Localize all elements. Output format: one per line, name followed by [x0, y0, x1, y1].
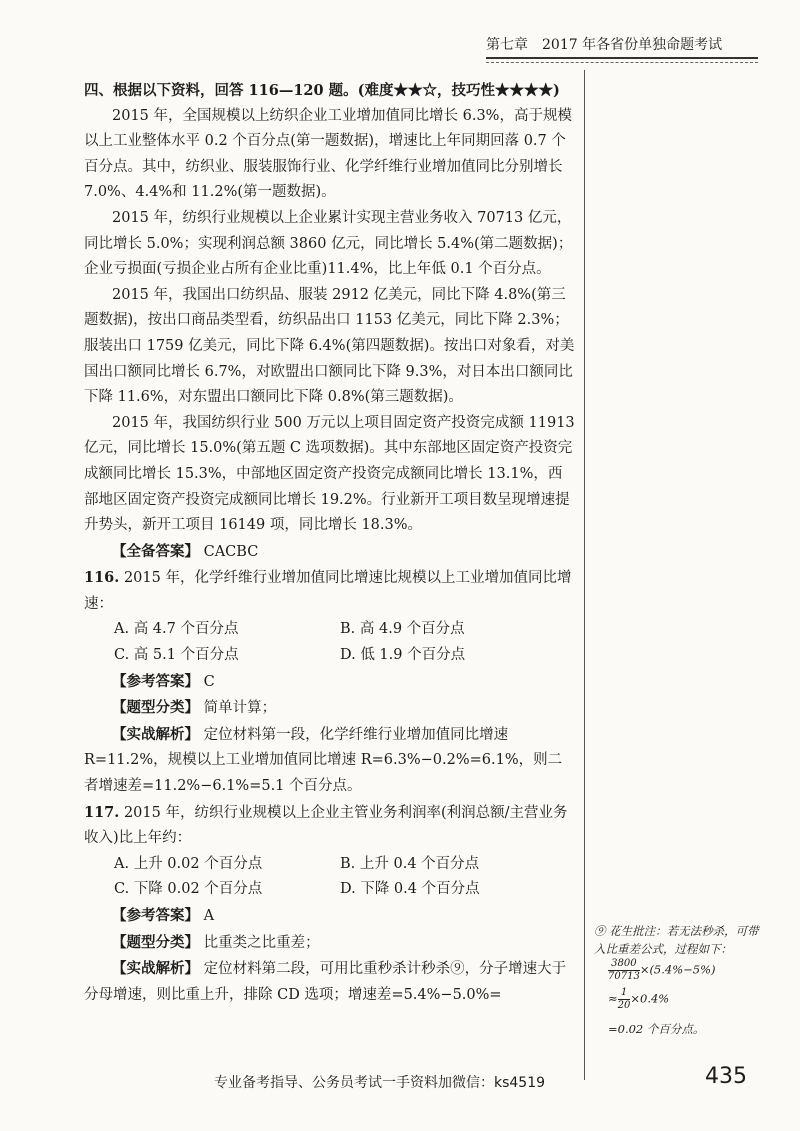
fraction [608, 958, 640, 983]
material-paragraph-4: 2015 年，我国纺织行业 500 万元以上项目固定资产投资完成额 11913 亿元，同比增长 15.0%(第五题 C 选项数据)。其中东部地区固定资产投资完成额同比增长 15.3%，中部地区固定资产投资完成额同比增长 13.1%，西部地区固定资产投资完成额同比增长 19.2%。行业新开工项目数呈现增速提升势头，新开工项目 16149 项，同比增长 18.3%。 [84, 414, 575, 534]
option-b: B. 上升 0.4 个百分点 [340, 855, 480, 872]
page-number: 435 [705, 1064, 747, 1089]
fraction-denominator: 70713 [608, 971, 640, 982]
material-paragraph-2: 2015 年，纺织行业规模以上企业累计实现主营业务收入 70713 亿元，同比增长 5.0%；实现利润总额 3860 亿元，同比增长 5.4%(第二题数据)；企业亏损面(亏损企业占所有企业比重)11.4%，比上年低 0.1 个百分点。 [84, 209, 573, 278]
side-note-result: =0.02 个百分点。 [608, 1022, 705, 1036]
option-a: A. 上升 0.02 个百分点 [114, 855, 263, 872]
question-type-label: 【题型分类】 [112, 699, 199, 717]
question-117 [84, 800, 576, 852]
options-116 [84, 617, 576, 668]
option-c: C. 下降 0.02 个百分点 [114, 881, 263, 898]
option-c: C. 高 5.1 个百分点 [114, 647, 239, 664]
option-d: D. 下降 0.4 个百分点 [340, 881, 480, 898]
material-paragraph-1: 2015 年，全国规模以上纺织企业工业增加值同比增长 6.3%，高于规模以上工业整体水平 0.2 个百分点(第一题数据)，增速比上年同期回落 0.7 个百分点。其中，纺织业、服装服饰行业、化学纤维行业增加值同比分别增长 7.0%、4.4%和 11.2%(第一题数据)。 [84, 107, 572, 201]
question-stem: 2015 年，化学纤维行业增加值同比增速比规模以上工业增加值同比增速： [84, 570, 572, 612]
side-note-formula-1 [594, 958, 770, 983]
answer-key [84, 539, 576, 566]
solution-text: 定位材料第一段，化学纤维行业增加值同比增速 R=11.2%，规模以上工业增加值同比增速 R=6.3%−0.2%=6.1%，则二者增速差=11.2%−6.1%=5.1 个百分点。 [84, 726, 563, 795]
side-note-title: ⑨ 花生批注：若无法秒杀，可带入比重差公式，过程如下： [594, 924, 759, 956]
solution-text: 定位材料第二段，可用比重秒杀计秒杀⑨，分子增速大于分母增速，则比重上升，排除 CD 选项；增速差=5.4%−5.0%= [84, 961, 567, 1003]
question-type-value: 比重类之比重差； [203, 934, 320, 951]
main-column [84, 78, 576, 1008]
question-type-117 [84, 930, 576, 957]
solution-116 [84, 722, 576, 800]
formula-expression: ×(5.4%−5%) [639, 962, 716, 977]
solution-117 [84, 956, 576, 1008]
solution-label: 【实战解析】 [112, 725, 199, 743]
fraction-numerator: 1 [618, 987, 631, 1000]
question-116 [84, 565, 576, 617]
ref-answer-label: 【参考答案】 [112, 672, 199, 690]
side-note-formula-2 [594, 987, 770, 1012]
question-type-label: 【题型分类】 [112, 933, 199, 951]
formula-expression: ×0.4% [630, 991, 670, 1006]
fraction [618, 987, 631, 1012]
ref-answer-117 [84, 903, 576, 930]
question-type-116 [84, 695, 576, 722]
answer-key-value: CACBC [203, 543, 259, 560]
ref-answer-value: C [203, 673, 215, 690]
footer-note: 专业备考指导、公务员考试一手资料加微信：ks4519 [214, 1075, 546, 1091]
question-type-value: 简单计算； [203, 700, 277, 717]
question-number: 117. [84, 803, 120, 821]
question-stem: 2015 年，纺织行业规模以上企业主管业务利润率(利润总额/主营业务收入)比上年约： [84, 804, 568, 847]
option-b: B. 高 4.9 个百分点 [340, 621, 465, 638]
answer-key-label: 【全备答案】 [112, 542, 199, 560]
ref-answer-value: A [203, 908, 215, 924]
fraction-numerator: 3800 [608, 958, 640, 971]
ref-answer-116 [84, 669, 576, 696]
header-rule [486, 57, 758, 63]
options-117 [84, 852, 576, 903]
ref-answer-label: 【参考答案】 [112, 907, 199, 924]
option-a: A. 高 4.7 个百分点 [114, 621, 239, 638]
question-number: 116. [84, 569, 120, 587]
section-title: 四、根据以下资料，回答 116—120 题。(难度★★☆，技巧性★★★★) [84, 82, 560, 99]
approx-sign: ≈ [608, 991, 618, 1006]
running-header: 第七章 2017 年各省份单独命题考试 [486, 37, 723, 53]
fraction-denominator: 20 [617, 1000, 631, 1011]
option-d: D. 低 1.9 个百分点 [340, 647, 466, 664]
material-paragraph-3: 2015 年，我国出口纺织品、服装 2912 亿美元，同比下降 4.8%(第三题数据)，按出口商品类型看，纺织品出口 1153 亿美元，同比下降 2.3%；服装出口 1759 亿美元，同比下降 6.4%(第四题数据)。按出口对象看，对美国出口额同比增长 6.7%，对欧盟出口额同比下降 9.3%，对日本出口额同比下降 11.6%，对东盟出口额同比下降 0.8%(第三题数据)。 [84, 286, 575, 406]
solution-label: 【实战解析】 [112, 960, 199, 978]
margin-divider [584, 70, 585, 1080]
side-note [594, 922, 770, 1038]
